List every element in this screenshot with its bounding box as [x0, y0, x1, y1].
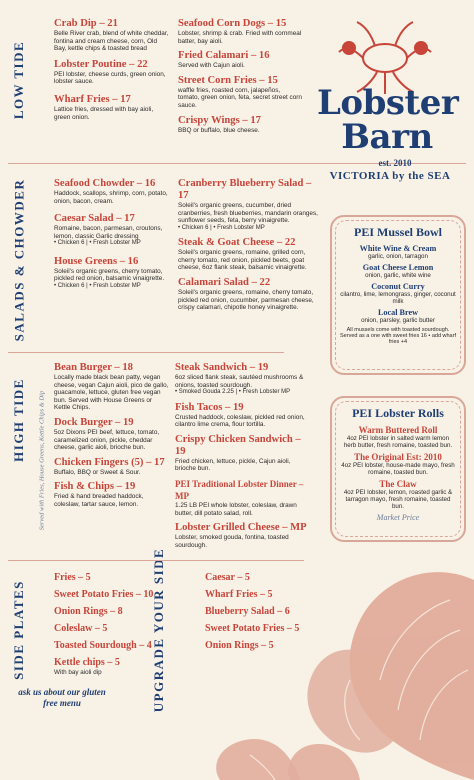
menu-item: Seafood Corn Dogs – 15 Lobster, shrimp & crab. Fried with cornmeal batter, bay aioli. [178, 18, 302, 45]
high-tide-right [175, 362, 313, 554]
logo-tagline: VICTORIA by the SEA [329, 170, 451, 182]
menu-item: Crispy Chicken Sandwich – 19 Fried chicken, lettuce, pickle, Cajun aioli, brioche bun. [175, 433, 301, 473]
menu-item: Steak & Goat Cheese – 22 Soleil's organic greens, romaine, grilled corn, cherry tomato, red onion, pickled beets, goat cheese, 6oz flank steak, balsamic vinaigrette. [178, 237, 307, 272]
roll-item-title: The Claw [379, 479, 417, 489]
mussel-bowl-box [330, 215, 466, 375]
mussel-item-title: Local Brew [377, 308, 419, 317]
mussel-bowl-title: PEI Mussel Bowl [353, 225, 442, 239]
menu-item: Cranberry Blueberry Salad – 17 Soleil's organic greens, cucumber, dried cranberries, fresh blueberries, mandarin oranges, sunflower seeds, feta, berry vinaigrette. • Chicken 6 | • Fresh Lobster MP [178, 178, 318, 231]
menu-item: Street Corn Fries – 15 waffle fries, roasted corn, jalapeños, tomato, green onion, feta, secret street corn sauce. [178, 74, 302, 109]
upgrade-item: Onion Rings – 5 [205, 640, 274, 651]
roll-item-title: The Original Est: 2010 [354, 452, 442, 462]
mussel-item-desc: garlic, onion, tarragon [368, 253, 428, 260]
menu-item: Lobster Grilled Cheese – MP Lobster, smoked gouda, fontina, toasted sourdough. [175, 522, 307, 549]
mussel-item-desc: onion, parsley, garlic butter [361, 317, 435, 324]
menu-item: Lobster Poutine – 22 PEI lobster, cheese curds, green onion, lobster sauce. [54, 58, 166, 86]
menu-item: PEI Traditional Lobster Dinner – MP 1.25 LB PEI whole lobster, coleslaw, drawn butter, dill potato salad, roll. [175, 478, 304, 517]
section-label-salads: SALADS & CHOWDER [11, 178, 26, 342]
salads-right [178, 178, 318, 317]
market-price: Market Price [376, 513, 420, 522]
menu-item: Chicken Fingers (5) – 17 Buffalo, BBQ or Sweet & Sour. [54, 456, 165, 476]
section-label-high-tide: HIGH TIDE [11, 378, 27, 462]
roll-item-desc: 4oz PEI lobster, house-made mayo, fresh romaine, toasted bun. [341, 462, 455, 476]
mussel-item-desc: onion, garlic, white wine [365, 272, 431, 279]
section-label-side-plates: SIDE PLATES [11, 580, 26, 680]
upgrade-list [205, 572, 305, 657]
mussel-footer: All mussels come with toasted sourdough. Served as a one with sweet fries 16 • add wharf fries +4 [340, 327, 456, 345]
upgrade-item: Blueberry Salad – 6 [205, 606, 290, 617]
side-item: Kettle chips – 5 With bay aioli dip [54, 657, 120, 676]
menu-item: Seafood Chowder – 16 Haddock, scallops, shrimp, corn, potato, onion, bacon, cream. [54, 178, 168, 205]
gluten-free-note: ask us about our gluten free menu [18, 687, 106, 708]
divider [8, 352, 284, 353]
logo-word-lobster: Lobster [317, 83, 459, 123]
side-item: Fries – 5 [54, 572, 91, 583]
menu-item: Fish & Chips – 19 Fried & hand breaded haddock, coleslaw, tartar sauce, lemon. [54, 481, 144, 508]
upgrade-item: Caesar – 5 [205, 572, 250, 583]
logo-est: est. 2010 [378, 158, 412, 168]
menu-item: Fried Calamari – 16 Served with Cajun aioli. [178, 50, 270, 70]
high-tide-left [54, 362, 169, 514]
side-item: Onion Rings – 8 [54, 606, 123, 617]
mussel-item-title: White Wine & Cream [359, 244, 437, 253]
section-label-upgrade: UPGRADE YOUR SIDE [151, 547, 167, 713]
lobster-rolls-box [330, 396, 466, 542]
menu-item: Bean Burger – 18 Locally made black bean patty, vegan cheese, vegan Cajun aioli, pico de gallo, guacamole, lettuce, gluten free vegan bun. Served with House Greens or Kettle Chips. [54, 362, 169, 412]
lobster-rolls-title: PEI Lobster Rolls [352, 406, 444, 420]
lobster-illustration [150, 540, 474, 780]
lobster-barn-logo [305, 18, 465, 198]
low-tide-left [54, 18, 169, 126]
menu-item: Crispy Wings – 17 BBQ or buffalo, blue cheese. [178, 114, 261, 134]
mussel-item-title: Goat Cheese Lemon [362, 263, 434, 272]
menu-item: Calamari Salad – 22 Soleil's organic greens, romaine, cherry tomato, pickled red onion, cucumber, parmesan cheese, crispy calamari, chipotle honey vinaigrette. [178, 276, 314, 312]
salads-left [54, 178, 169, 295]
side-plates-list [54, 572, 154, 681]
mussel-item-desc: cilantro, lime, lemongrass, ginger, coconut milk [340, 291, 456, 305]
menu-item: House Greens – 16 Soleil's organic greens, cherry tomato, pickled red onion, balsamic vinaigrette. • Chicken 6 | • Fresh Lobster MP [54, 255, 165, 289]
side-item: Toasted Sourdough – 4 [54, 640, 152, 651]
mussel-item-title: Coconut Curry [371, 282, 425, 291]
menu-item: Steak Sandwich – 19 6oz sliced flank steak, sautéed mushrooms & onions, toasted sourdough. • Smoked Gouda 2.25 | • Fresh Lobster MP [175, 362, 304, 396]
menu-item: Fish Tacos – 19 Crusted haddock, coleslaw, pickled red onion, cilantro lime crema, flour tortilla. [175, 401, 305, 429]
divider [8, 560, 304, 561]
menu-item: Wharf Fries – 17 Lattice fries, dressed with bay aioli, green onion. [54, 93, 154, 121]
upgrade-item: Wharf Fries – 5 [205, 589, 273, 600]
menu-item: Crab Dip – 21 Belle River crab, blend of white cheddar, fontina and cream cheese, corn, Old Bay, kettle chips & toasted bread [54, 18, 169, 53]
side-item: Sweet Potato Fries – 10 [54, 589, 154, 600]
upgrade-item: Sweet Potato Fries – 5 [205, 623, 300, 634]
roll-item-title: Warm Buttered Roll [358, 425, 438, 435]
roll-item-desc: 4oz PEI lobster in salted warm lemon herb butter, fresh romaine, toasted bun. [343, 435, 453, 449]
logo-word-barn: Barn [341, 117, 433, 157]
section-label-low-tide: LOW TIDE [11, 40, 27, 120]
low-tide-right [178, 18, 303, 139]
side-item: Coleslaw – 5 [54, 623, 108, 634]
menu-item: Dock Burger – 19 5oz Dixons PEI beef, lettuce, tomato, caramelized onion, pickle, cheddar cheese, garlic aioli, brioche bun. [54, 416, 160, 452]
menu-item: Caesar Salad – 17 Romaine, bacon, parmesan, croutons, lemon, classic Garlic dressing • Chicken 6 | • Fresh Lobster MP [54, 213, 163, 247]
high-tide-note: Served with Fries, House Greens, Kettle Chips & Dip [38, 390, 46, 530]
roll-item-desc: 4oz PEI lobster, lemon, roasted garlic & tarragon mayo, fresh romaine, toasted bun. [343, 489, 453, 510]
